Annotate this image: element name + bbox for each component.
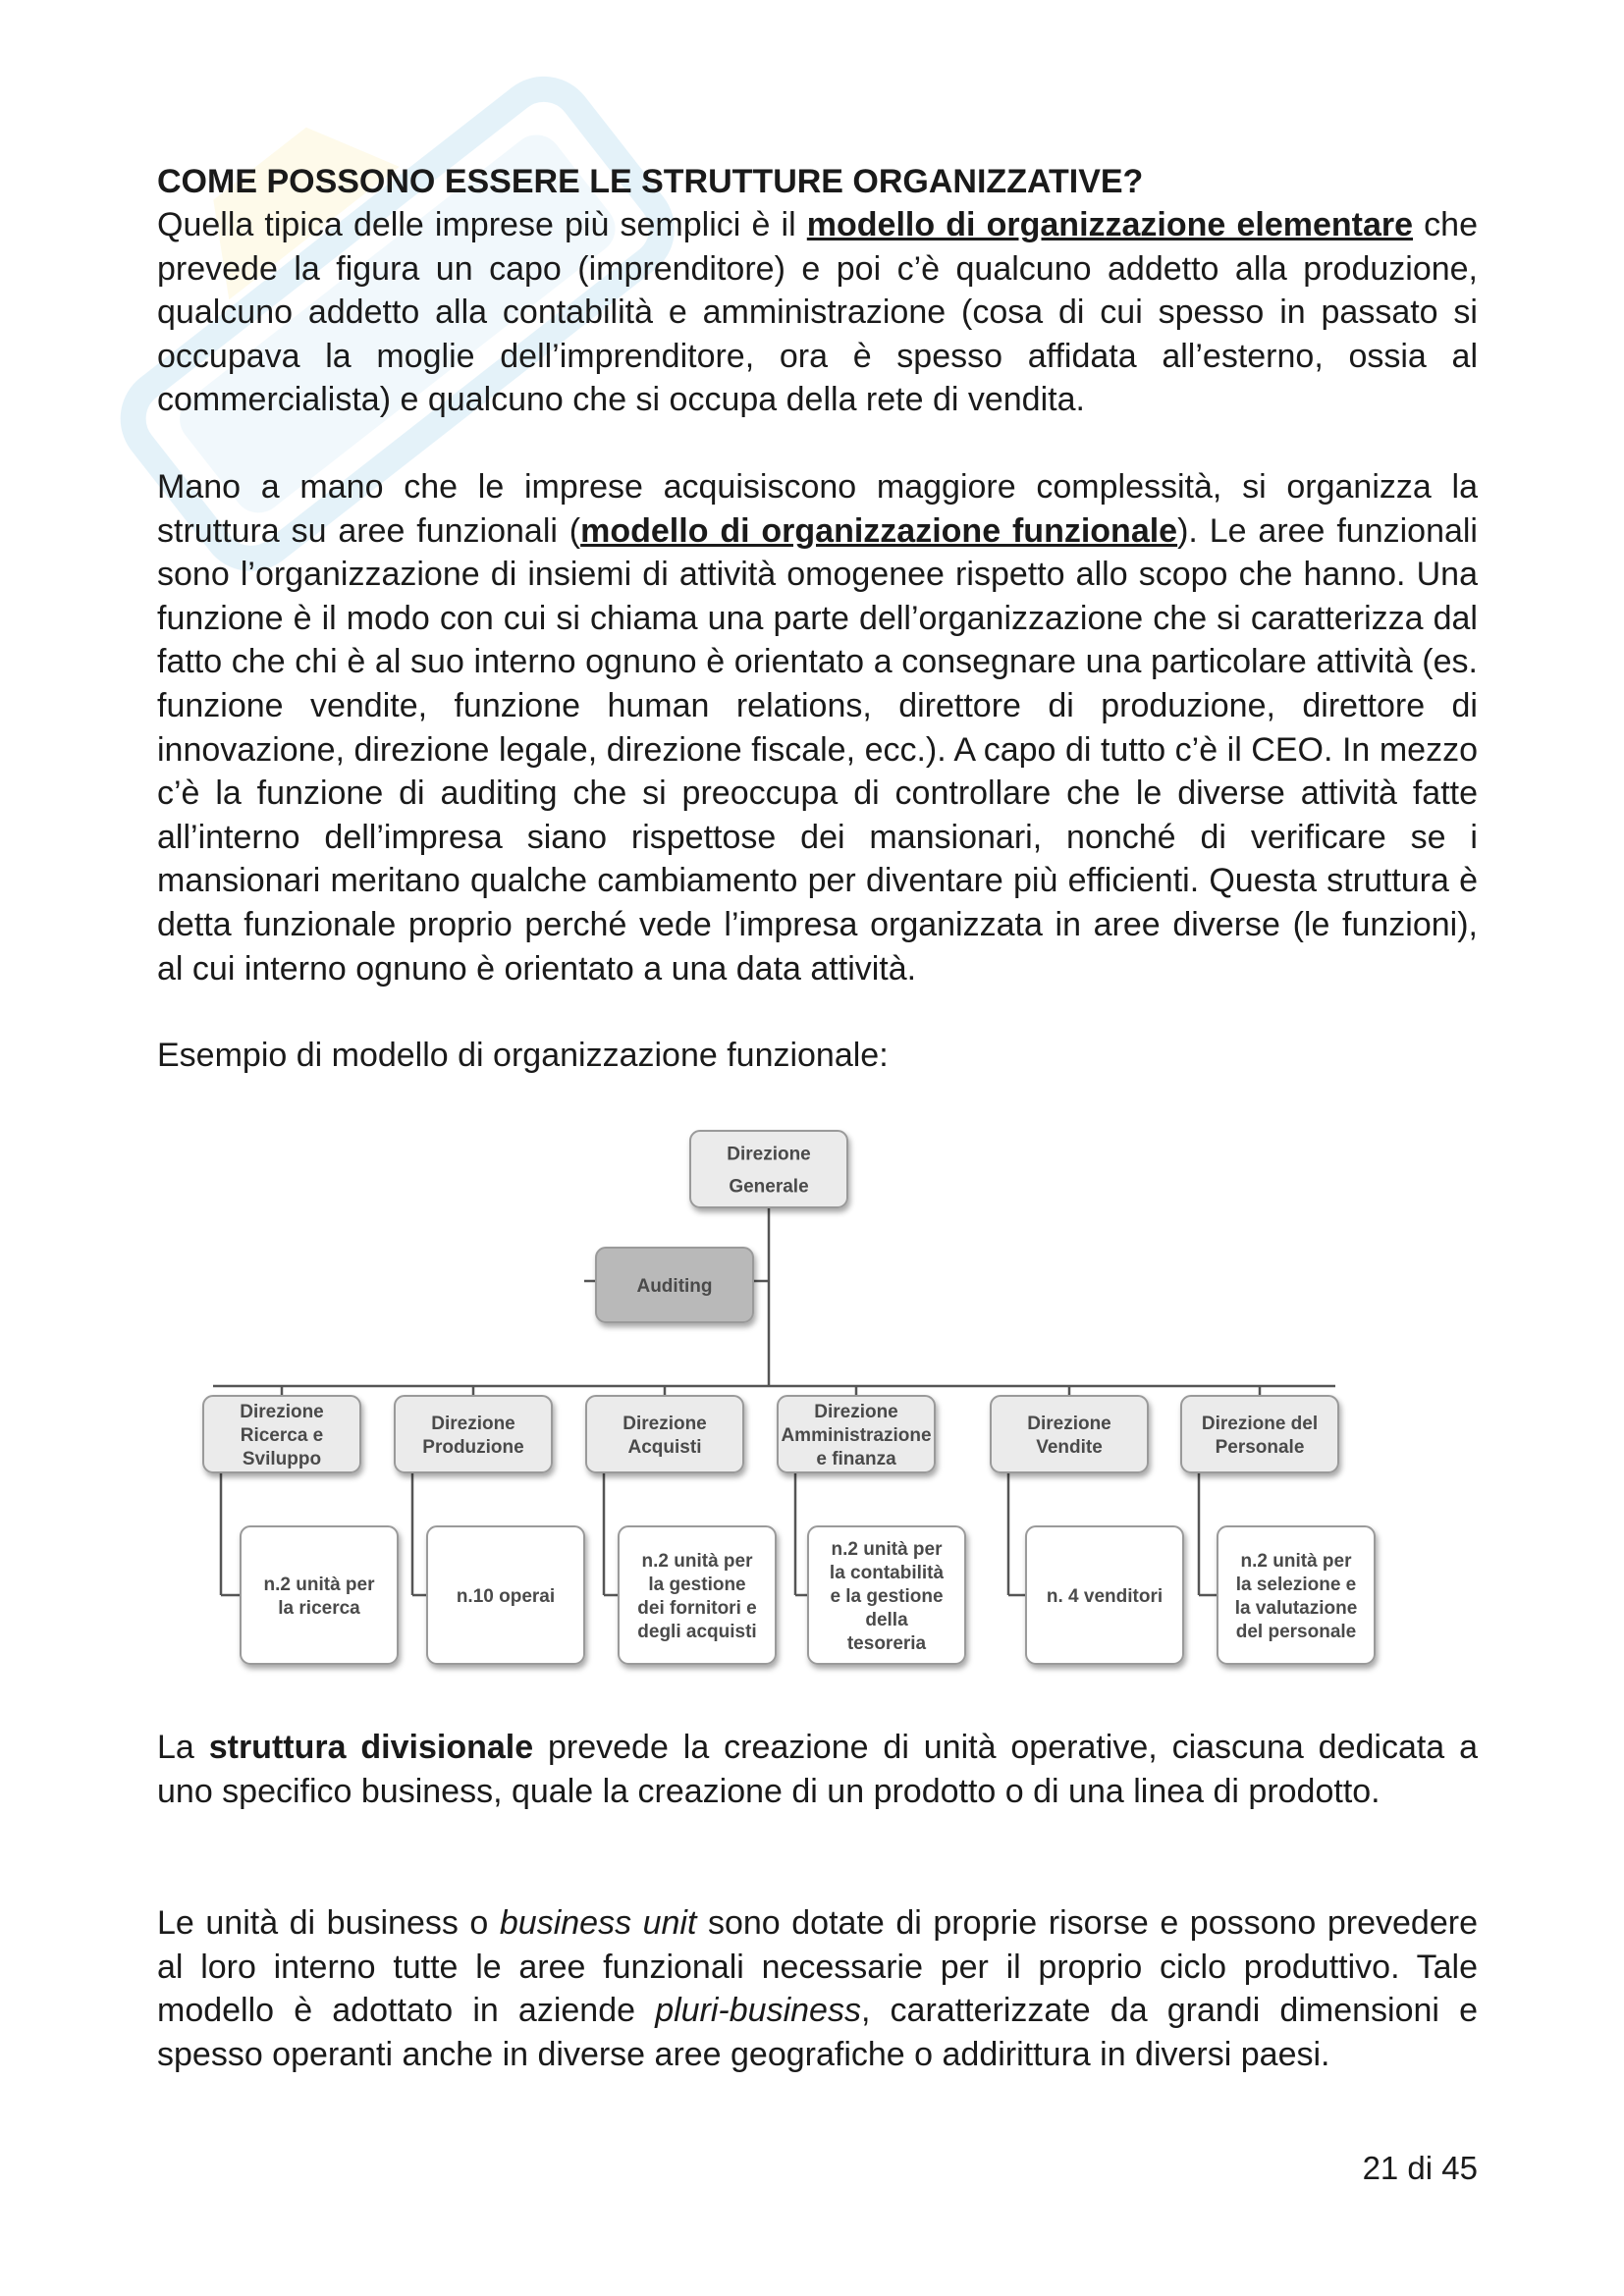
p3-text-before: La: [157, 1729, 209, 1766]
p1-text-after: che prevede la figura un capo (imprenditore) e poi c’è qualcuno addetto alla produzione, qualcuno addetto alla contabilità e amministrazione (cosa di cui spesso in passato si occupava la moglie dell’imprenditore, ora è spesso affidata all’esterno, ossia al commercialista) e qualcuno che si occupa della rete di vendita.: [157, 206, 1478, 419]
box-department-4: [778, 1396, 935, 1472]
section-heading: COME POSSONO ESSERE LE STRUTTURE ORGANIZZATIVE?: [157, 163, 1144, 200]
box-unit-6-frame: [1218, 1526, 1375, 1664]
term-functional-model: modello di organizzazione funzionale: [580, 511, 1178, 550]
department-text-line: e finanza: [816, 1449, 896, 1469]
auditing-text-line: Auditing: [636, 1276, 713, 1297]
box-unit-2: [427, 1526, 584, 1664]
paragraph-elementary-model: [157, 203, 1478, 422]
box-unit-1: [241, 1526, 398, 1664]
unit-text-line: n. 4 venditori: [1046, 1586, 1164, 1607]
unit-text-line: n.2 unità per: [831, 1539, 943, 1560]
department-text-line: Direzione: [1027, 1414, 1111, 1434]
box-department-6: [1181, 1396, 1338, 1472]
box-unit-3-frame: [619, 1526, 776, 1664]
p3-text-after: prevede la creazione di unità operative, ciascuna dedicata a uno specifico business, quale la creazione di un prodotto o di una linea di prodotto.: [157, 1729, 1479, 1810]
department-text-line: Direzione: [623, 1414, 707, 1434]
direzione-generale-text-line: Generale: [729, 1176, 809, 1198]
box-department-1: [203, 1396, 360, 1472]
paragraph-functional-model: [157, 465, 1478, 990]
p4-text-2: sono dotate di proprie risorse e possono prevedere al loro interno tutte le aree funzionali necessarie per il proprio ciclo produttivo. Tale modello è adottato in aziende: [157, 1904, 1478, 2030]
box-department-5: [991, 1396, 1148, 1472]
p2-text-after: ). Le aree funzionali sono l’organizzazione di insiemi di attività omogenee rispetto allo scopo che hanno. Una funzione è il modo con cui si chiama una parte dell’organizzazione che si caratterizza dal fatto che chi è al suo interno ognuno è orientato a consegnare una particolare attività (es. funzione vendite, funzione human relations, direttore di produzione, direttore di innovazione, direzione legale, direzione fiscale, ecc.). A capo di tutto c’è il CEO. In mezzo c’è la funzione di auditing che si preoccupa di controllare che le diverse attività fatte all’interno dell’impresa siano rispettose dei mansionari, nonché di verificare se i mansionari meritano qualche cambiamento per diventare più efficienti. Questa struttura è detta funzionale proprio perché vede l’impresa organizzata in aree diverse (le funzioni), al cui interno ognuno è orientato a una data attività.: [157, 511, 1478, 988]
chart-caption: Esempio di modello di organizzazione funzionale:: [157, 1037, 889, 1074]
box-department-2-frame: [395, 1396, 552, 1472]
department-text-line: Sviluppo: [242, 1449, 322, 1469]
box-unit-1-frame: [241, 1526, 398, 1664]
unit-text-line: n.10 operai: [456, 1586, 556, 1607]
box-unit-5: [1026, 1526, 1183, 1664]
department-text-line: Ricerca e: [240, 1425, 324, 1446]
paragraph-divisional-structure: [157, 1726, 1478, 1813]
box-department-3-frame: [586, 1396, 743, 1472]
unit-text-line: della: [865, 1610, 908, 1630]
department-text-line: Personale: [1215, 1437, 1305, 1458]
unit-text-line: n.2 unità per: [641, 1551, 753, 1572]
p2-text-before: Mano a mano che le imprese acquisiscono maggiore complessità, si organizza la struttura su aree funzionali (: [157, 468, 1478, 550]
unit-text-line: la ricerca: [278, 1598, 360, 1619]
p4-text-1: Le unità di business o: [157, 1904, 500, 1942]
unit-text-line: la valutazione: [1234, 1598, 1358, 1619]
unit-text-line: e la gestione: [830, 1586, 944, 1607]
p4-text-3: , caratterizzate da grandi dimensioni e spesso operanti anche in diverse aree geografiche o addirittura in diversi paesi.: [157, 1992, 1479, 2073]
unit-text-line: degli acquisti: [637, 1622, 757, 1642]
unit-text-line: la gestione: [648, 1575, 746, 1595]
unit-text-line: del personale: [1235, 1622, 1357, 1642]
org-chart: [191, 1114, 1399, 1683]
term-pluri-business: pluri-business: [655, 1992, 861, 2030]
term-elementary-model: modello di organizzazione elementare: [806, 206, 1414, 243]
unit-text-line: la contabilità: [829, 1563, 945, 1583]
p1-text-before: Quella tipica delle imprese più semplici è il: [157, 206, 807, 243]
box-unit-4: [808, 1526, 965, 1664]
box-unit-3: [619, 1526, 776, 1664]
direzione-generale-text-line: Direzione: [727, 1144, 811, 1165]
box-department-5-frame: [991, 1396, 1148, 1472]
department-text-line: Acquisti: [627, 1437, 702, 1458]
box-department-2: [395, 1396, 552, 1472]
box-direzione-generale: [690, 1131, 847, 1207]
department-text-line: Direzione: [240, 1402, 324, 1422]
unit-text-line: tesoreria: [846, 1633, 927, 1654]
unit-text-line: n.2 unità per: [263, 1575, 375, 1595]
box-auditing: [596, 1248, 753, 1322]
department-text-line: Direzione del: [1201, 1414, 1319, 1434]
unit-text-line: n.2 unità per: [1240, 1551, 1352, 1572]
box-unit-6: [1218, 1526, 1375, 1664]
term-business-unit: business unit: [499, 1904, 697, 1942]
term-divisional-structure: struttura divisionale: [208, 1729, 534, 1766]
department-text-line: Amministrazione: [781, 1425, 932, 1446]
department-text-line: Direzione: [814, 1402, 898, 1422]
paragraph-business-units: [157, 1901, 1478, 2076]
department-text-line: Vendite: [1036, 1437, 1103, 1458]
department-text-line: Produzione: [422, 1437, 524, 1458]
box-department-3: [586, 1396, 743, 1472]
unit-text-line: dei fornitori e: [637, 1598, 757, 1619]
department-text-line: Direzione: [431, 1414, 515, 1434]
unit-text-line: la selezione e: [1235, 1575, 1357, 1595]
page-number: 21 di 45: [1362, 2150, 1478, 2186]
box-department-6-frame: [1181, 1396, 1338, 1472]
